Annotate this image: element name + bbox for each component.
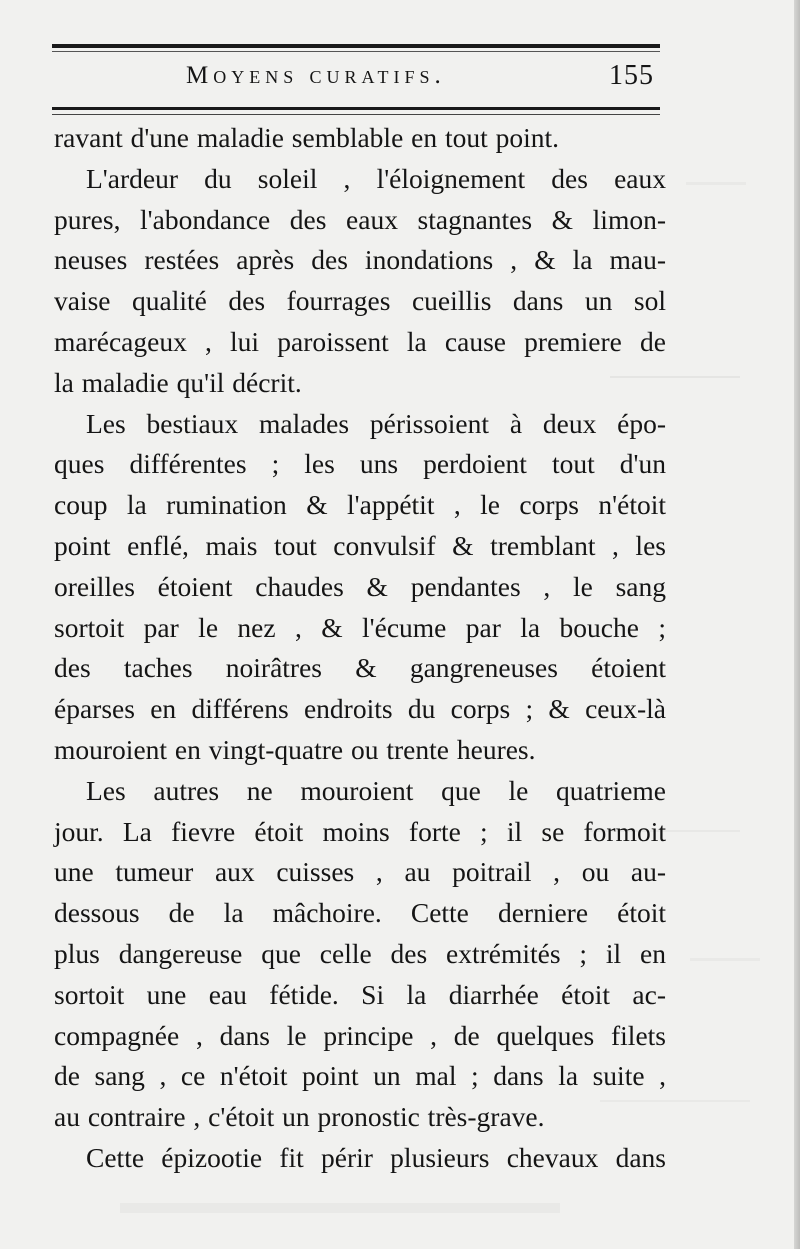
text-line: point enflé, mais tout convulsif & tremblant , les — [54, 529, 666, 561]
text-line: compagnée , dans le principe , de quelques filets — [54, 1019, 666, 1051]
page-number: 155 — [609, 60, 654, 91]
text-line: Cette épizootie fit périr plusieurs chevaux dans — [86, 1141, 666, 1173]
text-line: neuses restées après des inondations , & la mau- — [54, 244, 666, 276]
text-line: ques différentes ; les uns perdoient tout d'un — [54, 448, 666, 480]
paragraph-continuation — [54, 118, 666, 159]
text-line: dessous de la mâchoire. Cette derniere étoit — [54, 897, 666, 929]
running-head-title: Moyens curatifs. — [186, 62, 446, 89]
text-line: marécageux , lui paroissent la cause premiere de — [54, 325, 666, 357]
text-line: une tumeur aux cuisses , au poitrail , ou au- — [54, 856, 666, 888]
header-rule-bottom — [52, 107, 660, 110]
text-line: coup la rumination & l'appétit , le corps n'étoit — [54, 489, 666, 521]
paragraph-second-epoch — [54, 771, 666, 1138]
text-line: mouroient en vingt-quatre ou trente heures. — [54, 733, 536, 765]
body-text — [54, 118, 666, 1179]
text-line: Les bestiaux malades périssoient à deux épo- — [86, 407, 666, 439]
text-line: jour. La fievre étoit moins forte ; il se formoit — [54, 815, 666, 847]
page-edge-shadow — [794, 0, 800, 1249]
header-rule-top — [52, 44, 660, 48]
text-line: ravant d'une maladie semblable en tout point. — [54, 122, 560, 153]
paragraph-horses — [54, 1138, 666, 1179]
text-line: des taches noirâtres & gangreneuses étoient — [54, 652, 666, 684]
header-rule-bottom-thin — [52, 114, 660, 115]
paragraph-causes — [54, 159, 666, 404]
text-line: la maladie qu'il décrit. — [54, 366, 302, 398]
text-line: pures, l'abondance des eaux stagnantes & limon- — [54, 203, 666, 235]
text-line: de sang , ce n'étoit point un mal ; dans la suite , — [54, 1060, 666, 1092]
text-line: éparses en différens endroits du corps ; & ceux-là — [54, 693, 666, 725]
running-head — [52, 58, 660, 102]
text-line: vaise qualité des fourrages cueillis dans un sol — [54, 285, 666, 317]
text-line: Les autres ne mouroient que le quatrieme — [86, 774, 666, 806]
header-rule-top-thin — [52, 51, 660, 52]
text-line: plus dangereuse que celle des extrémités ; il en — [54, 937, 666, 969]
text-line: L'ardeur du soleil , l'éloignement des eaux — [86, 162, 666, 194]
text-line: sortoit une eau fétide. Si la diarrhée étoit ac- — [54, 978, 666, 1010]
paragraph-first-epoch — [54, 404, 666, 771]
text-line: au contraire , c'étoit un pronostic très-grave. — [54, 1101, 545, 1133]
text-line: sortoit par le nez , & l'écume par la bouche ; — [54, 611, 666, 643]
text-line: oreilles étoient chaudes & pendantes , le sang — [54, 570, 666, 602]
